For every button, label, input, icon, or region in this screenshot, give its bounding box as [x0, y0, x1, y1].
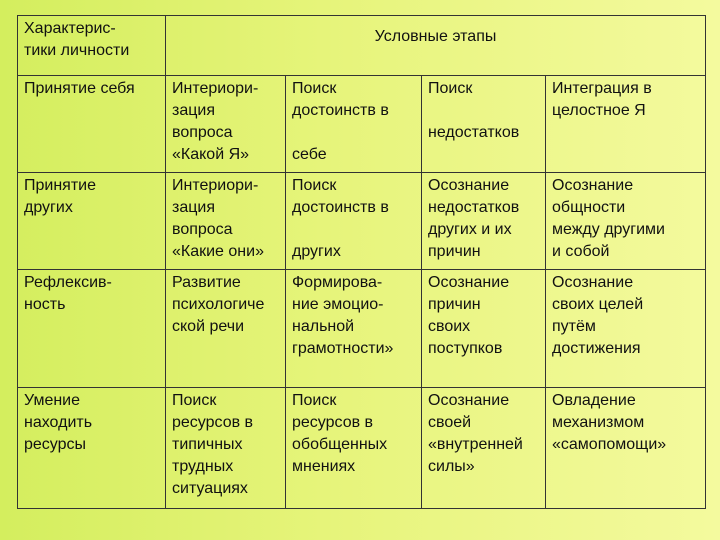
- table-cell: Интеграция в целостное Я: [546, 76, 706, 173]
- table-row: [18, 388, 706, 509]
- header-characteristics: Характерис- тики личности: [18, 16, 166, 76]
- table-cell: Поиск недостатков: [422, 76, 546, 173]
- row-label: Умение находить ресурсы: [18, 388, 166, 509]
- table-cell: Формирова- ние эмоцио- нальной грамотности»: [286, 270, 422, 388]
- table-cell: Осознание причин своих поступков: [422, 270, 546, 388]
- table-row: [18, 173, 706, 270]
- row-label: Рефлексив- ность: [18, 270, 166, 388]
- table-cell: Интериори- зация вопроса «Какие они»: [166, 173, 286, 270]
- table-cell: Поиск достоинств в себе: [286, 76, 422, 173]
- table-cell: Поиск ресурсов в обобщенных мнениях: [286, 388, 422, 509]
- header-row: [18, 16, 706, 76]
- table-cell: Осознание своей «внутренней силы»: [422, 388, 546, 509]
- table-cell: Интериори- зация вопроса «Какой Я»: [166, 76, 286, 173]
- table-cell: Развитие психологиче ской речи: [166, 270, 286, 388]
- header-stages: Условные этапы: [166, 16, 706, 76]
- table-cell: Поиск достоинств в других: [286, 173, 422, 270]
- row-label: Принятие других: [18, 173, 166, 270]
- table-row: [18, 76, 706, 173]
- table-row: [18, 270, 706, 388]
- table-cell: Осознание недостатков других и их причин: [422, 173, 546, 270]
- table-cell: Поиск ресурсов в типичных трудных ситуациях: [166, 388, 286, 509]
- table-cell: Осознание общности между другими и собой: [546, 173, 706, 270]
- personality-stages-table: [17, 15, 706, 509]
- row-label: Принятие себя: [18, 76, 166, 173]
- table-cell: Осознание своих целей путём достижения: [546, 270, 706, 388]
- table-cell: Овладение механизмом «самопомощи»: [546, 388, 706, 509]
